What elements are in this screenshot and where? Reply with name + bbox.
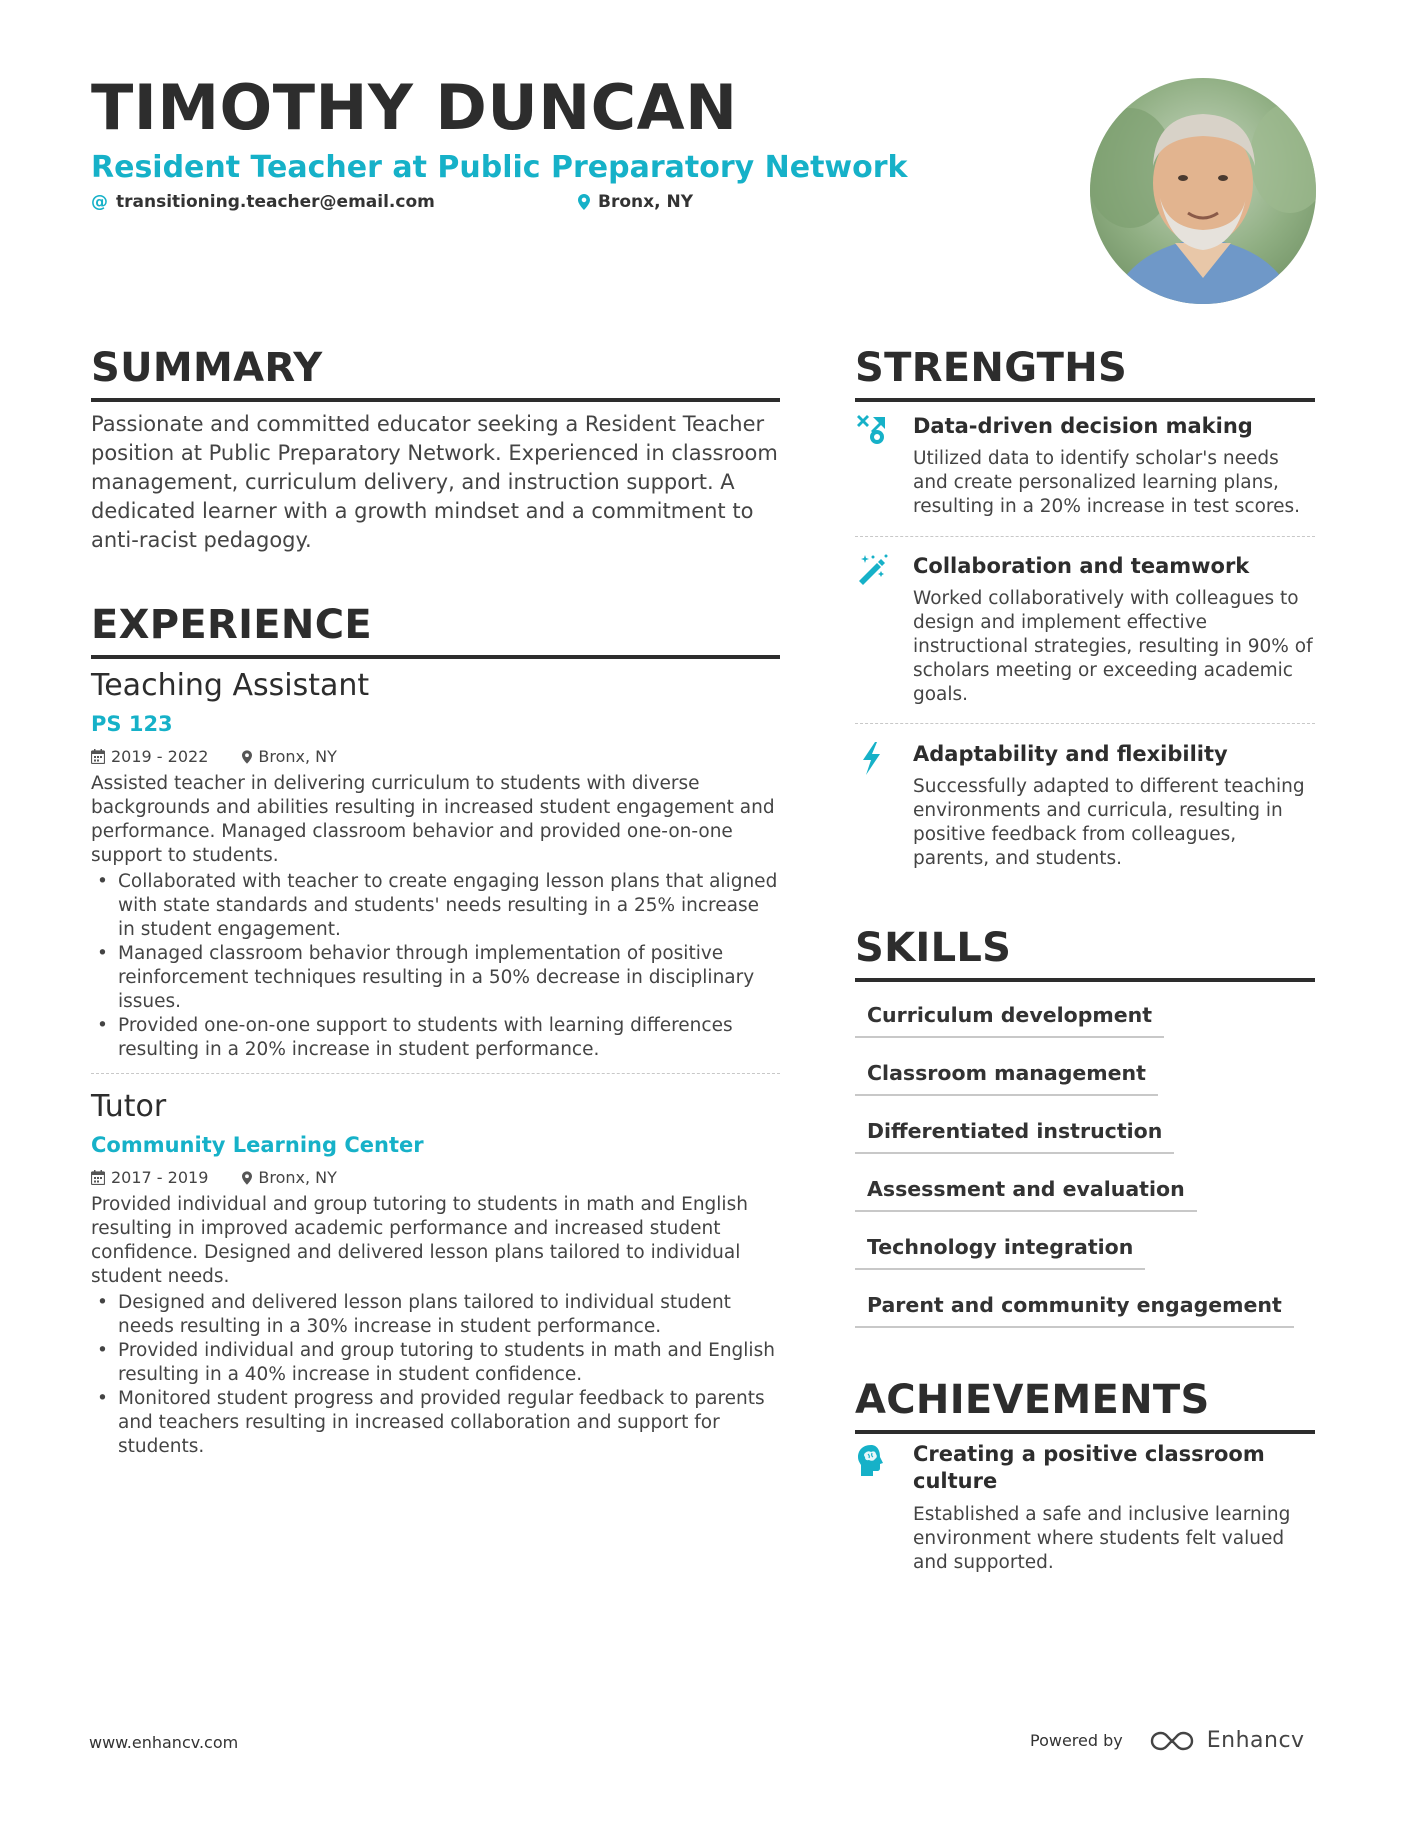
job-bullet: • Monitored student progress and provided regular feedback to parents and teachers resulting in increased collaboration and support for students. — [91, 1387, 780, 1459]
contact-location — [578, 192, 693, 212]
footer-website[interactable]: www.enhancv.com — [89, 1733, 239, 1752]
experience-heading: EXPERIENCE — [91, 605, 780, 659]
job-description: Provided individual and group tutoring to students in math and English resulting in improved academic performance and increased student confidence. Designed and delivered lesson plans tailored to individual student needs. — [91, 1194, 748, 1288]
contact-email[interactable] — [91, 192, 435, 212]
email-text: transitioning.teacher@email.com — [116, 192, 435, 212]
strength-title: Adaptability and flexibility — [913, 742, 1228, 766]
job-title: Tutor — [91, 1089, 167, 1124]
profile-photo — [1090, 78, 1316, 304]
job-meta — [91, 1168, 780, 1187]
experience-divider — [91, 1073, 780, 1074]
candidate-name: TIMOTHY DUNCAN — [91, 71, 738, 144]
strength-description: Successfully adapted to different teaching environments and curricula, resulting in positive feedback from colleagues, parents, and students. — [913, 776, 1305, 869]
calendar-icon — [91, 1170, 105, 1185]
strength-divider — [855, 536, 1315, 537]
job-location: Bronx, NY — [258, 747, 337, 767]
enhancv-logo-icon — [1149, 1729, 1195, 1753]
skill-tag: Technology integration — [855, 1235, 1145, 1270]
location-text: Bronx, NY — [598, 192, 694, 212]
strength-title: Collaboration and teamwork — [913, 554, 1250, 578]
achievement-description: Established a safe and inclusive learning environment where students felt valued and supported. — [913, 1504, 1291, 1573]
brand-name: Enhancv — [1206, 1728, 1305, 1753]
achievements-heading: ACHIEVEMENTS — [855, 1380, 1315, 1434]
skill-tag: Assessment and evaluation — [855, 1177, 1197, 1212]
strength-item — [855, 413, 1315, 523]
strengths-heading: STRENGTHS — [855, 348, 1315, 402]
strength-description: Utilized data to identify scholar's needs and create personalized learning plans, resulting in a 20% increase in test scores. — [913, 448, 1301, 517]
strength-item — [855, 741, 1315, 881]
candidate-headline: Resident Teacher at Public Preparatory Network — [91, 150, 908, 185]
experience-item — [91, 1089, 780, 1459]
skill-tag: Classroom management — [855, 1061, 1158, 1096]
company-name: PS 123 — [91, 712, 173, 736]
location-pin-icon — [578, 194, 590, 210]
at-sign-icon: @ — [91, 192, 108, 212]
job-bullet: • Designed and delivered lesson plans tailored to individual student needs resulting in a 30% increase in student performance. — [91, 1291, 780, 1339]
strength-description: Worked collaboratively with colleagues to design and implement effective instructional strategies, resulting in 90% of scholars meeting or exceeding academic goals. — [913, 588, 1313, 705]
job-dates: 2019 - 2022 — [111, 747, 209, 767]
job-dates: 2017 - 2019 — [111, 1168, 209, 1188]
job-bullet: • Provided individual and group tutoring to students in math and English resulting in a 40% increase in student confidence. — [91, 1339, 780, 1387]
magic-wand-icon — [855, 553, 889, 587]
achievement-item — [855, 1441, 1315, 1581]
job-meta — [91, 747, 780, 766]
skills-heading: SKILLS — [855, 928, 1315, 982]
strength-item — [855, 553, 1315, 713]
skill-tag: Parent and community engagement — [855, 1293, 1294, 1328]
summary-text: Passionate and committed educator seeking a Resident Teacher position at Public Preparatory Network. Experienced in classroom management, curriculum delivery, and instruction support. A dedicated learner with a growth mindset and a commitment to anti-racist pedagogy. — [91, 412, 778, 552]
strength-title: Data-driven decision making — [913, 414, 1253, 438]
job-bullets — [91, 870, 780, 1062]
experience-item — [91, 668, 780, 1062]
company-name: Community Learning Center — [91, 1133, 424, 1157]
job-location: Bronx, NY — [258, 1168, 337, 1188]
job-bullets — [91, 1291, 780, 1459]
job-bullet: • Managed classroom behavior through implementation of positive reinforcement techniques resulting in a 50% decrease in disciplinary issues. — [91, 942, 780, 1014]
location-pin-icon — [242, 750, 252, 764]
job-description: Assisted teacher in delivering curriculum to students with diverse backgrounds and abilities resulting in increased student engagement and performance. Managed classroom behavior and provided one-on-one support to students. — [91, 773, 775, 867]
location-pin-icon — [242, 1171, 252, 1185]
powered-by-label: Powered by — [1030, 1731, 1123, 1750]
job-bullet: • Collaborated with teacher to create engaging lesson plans that aligned with state standards and students' needs resulting in a 25% increase in student engagement. — [91, 870, 780, 942]
job-title: Teaching Assistant — [91, 668, 370, 703]
head-brain-icon — [855, 1443, 889, 1477]
strategy-icon — [855, 413, 889, 447]
calendar-icon — [91, 749, 105, 764]
achievement-title: Creating a positive classroom culture — [913, 1442, 1265, 1494]
lightning-icon — [855, 741, 889, 775]
skill-tag: Curriculum development — [855, 1003, 1164, 1038]
summary-heading: SUMMARY — [91, 348, 780, 402]
job-bullet: • Provided one-on-one support to students with learning differences resulting in a 20% increase in student performance. — [91, 1014, 780, 1062]
footer-branding — [1030, 1728, 1305, 1753]
skill-tag: Differentiated instruction — [855, 1119, 1174, 1154]
strength-divider — [855, 723, 1315, 724]
